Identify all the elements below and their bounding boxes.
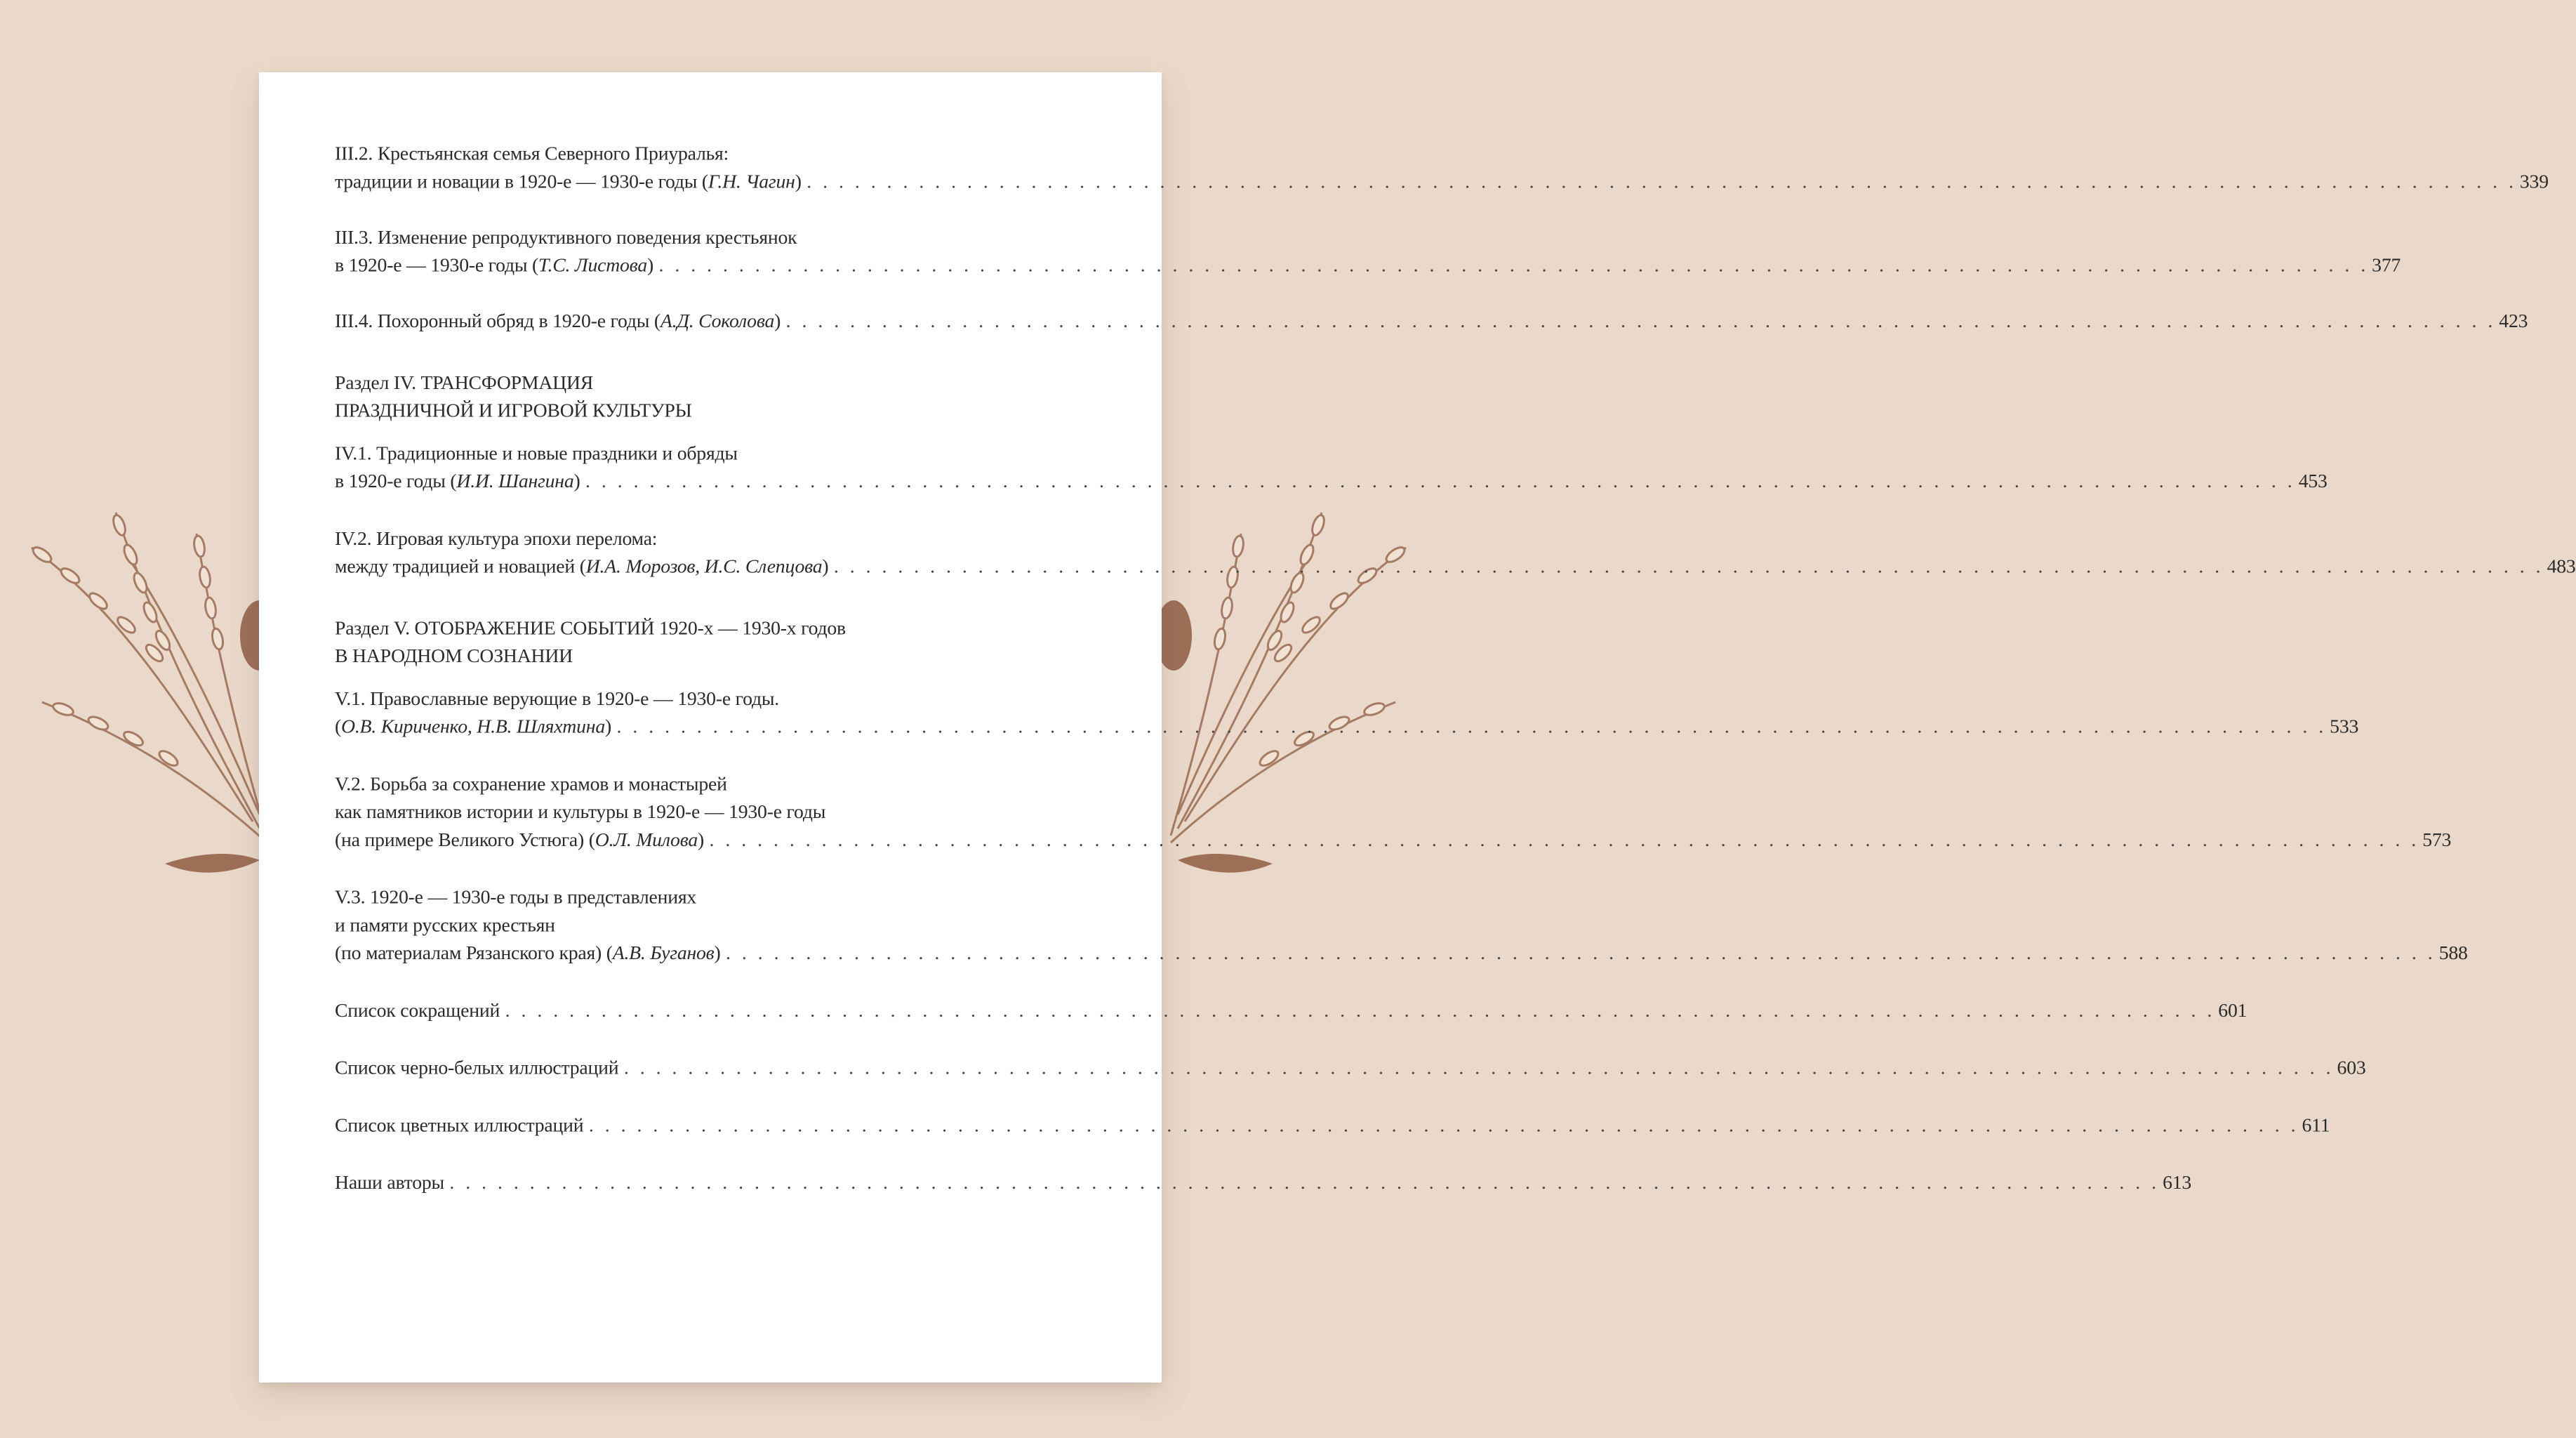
- dot-leader: . . . . . . . . . . . . . . . . . . . . . . . . . . . . . . . . . . . . . . . . . . . . . . . . . . . . . . . . . . . . . . . . . . . . . . . . . . . . . . . . . . . . . . . . . . . . . . . . . . . . . . . . . . .: [726, 942, 2436, 964]
- dot-leader: . . . . . . . . . . . . . . . . . . . . . . . . . . . . . . . . . . . . . . . . . . . . . . . . . . . . . . . . . . . . . . . . . . . . . . . . . . . . . . . . . . . . . . . . . . . . . . . . . . . . . . . . . . .: [806, 171, 2517, 192]
- section-title-line: ПРАЗДНИЧНОЙ И ИГРОВОЙ КУЛЬТУРЫ: [335, 400, 692, 422]
- toc-entry-iv-2: IV.2. Игровая культура эпохи перелома: между традицией и новацией (И.А. Морозов, И.С. Слепцова) . . . . . . . . . . . . . . . . . . . . . . . . . . . . . . . . . . . . . . . . . . . . . . . . . . . . . . . . . . . . . . . . . . . . . . . . . . . . . . . . . . . . . . . . . . . . . . . . . . . . . . . . . . . 483: [335, 525, 1110, 581]
- section-title-line: В НАРОДНОМ СОЗНАНИИ: [335, 645, 573, 667]
- page-number: 339: [2519, 171, 2549, 192]
- entry-title-line: Список сокращений: [335, 999, 500, 1022]
- entry-author: Т.С. Листова: [538, 254, 647, 277]
- entry-author: О.Л. Милова: [595, 829, 698, 851]
- entry-title-line: V.2. Борьба за сохранение храмов и монастырей: [335, 773, 727, 795]
- entry-title-line: III.3. Изменение репродуктивного поведения крестьянок: [335, 226, 797, 249]
- dot-leader: . . . . . . . . . . . . . . . . . . . . . . . . . . . . . . . . . . . . . . . . . . . . . . . . . . . . . . . . . . . . . . . . . . . . . . . . . . . . . . . . . . . . . . . . . . . . . . . . . . . . . . . . . . .: [658, 254, 2369, 277]
- entry-title-line: (по материалам Рязанского края) (: [335, 942, 613, 964]
- toc-entry-v-1: V.1. Православные верующие в 1920-е — 1930-е годы. (О.В. Кириченко, Н.В. Шляхтина) . . . . . . . . . . . . . . . . . . . . . . . . . . . . . . . . . . . . . . . . . . . . . . . . . . . . . . . . . . . . . . . . . . . . . . . . . . . . . . . . . . . . . . . . . . . . . . . . . . . . . . . . . . . 533: [335, 685, 1110, 741]
- entry-title-line: между традицией и новацией (: [335, 555, 586, 578]
- dot-leader: . . . . . . . . . . . . . . . . . . . . . . . . . . . . . . . . . . . . . . . . . . . . . . . . . . . . . . . . . . . . . . . . . . . . . . . . . . . . . . . . . . . . . . . . . . . . . . . . . . . . . . . . . . .: [709, 829, 2419, 851]
- dot-leader: . . . . . . . . . . . . . . . . . . . . . . . . . . . . . . . . . . . . . . . . . . . . . . . . . . . . . . . . . . . . . . . . . . . . . . . . . . . . . . . . . . . . . . . . . . . . . . . . . . . . . . . . . . .: [505, 999, 2215, 1022]
- entry-title-line: в 1920-е — 1930-е годы (: [335, 254, 539, 277]
- entry-title-line: Список черно-белых иллюстраций: [335, 1057, 619, 1079]
- entry-author: О.В. Кириченко, Н.В. Шляхтина: [341, 715, 605, 738]
- entry-title-line: (на примере Великого Устюга) (: [335, 829, 595, 851]
- page-number: 588: [2438, 942, 2468, 964]
- entry-title-line: IV.1. Традиционные и новые праздники и обряды: [335, 442, 738, 464]
- entry-author: А.Д. Соколова: [660, 310, 775, 332]
- page-number: 601: [2218, 999, 2248, 1022]
- toc-entry-iv-1: IV.1. Традиционные и новые праздники и обряды в 1920-е годы (И.И. Шангина) . . . . . . . . . . . . . . . . . . . . . . . . . . . . . . . . . . . . . . . . . . . . . . . . . . . . . . . . . . . . . . . . . . . . . . . . . . . . . . . . . . . . . . . . . . . . . . . . . . . . . . . . . . . 453: [335, 440, 1110, 496]
- toc-entry-iii-2: III.2. Крестьянская семья Северного Приуралья: традиции и новации в 1920-е — 1930-е годы (Г.Н. Чагин) . . . . . . . . . . . . . . . . . . . . . . . . . . . . . . . . . . . . . . . . . . . . . . . . . . . . . . . . . . . . . . . . . . . . . . . . . . . . . . . . . . . . . . . . . . . . . . . . . . . . . . . . . . . 339: [335, 140, 1110, 196]
- section-title-line: Раздел V. ОТОБРАЖЕНИЕ СОБЫТИЙ 1920-х — 1930-х годов: [335, 617, 846, 639]
- toc-entry-abbreviations: [335, 996, 2248, 1024]
- entry-author: И.А. Морозов, И.С. Слепцова: [585, 555, 823, 578]
- entry-title-line: Список цветных иллюстраций: [335, 1114, 584, 1136]
- toc-entry-iii-3: III.3. Изменение репродуктивного поведения крестьянок в 1920-е — 1930-е годы (Т.С. Листова) . . . . . . . . . . . . . . . . . . . . . . . . . . . . . . . . . . . . . . . . . . . . . . . . . . . . . . . . . . . . . . . . . . . . . . . . . . . . . . . . . . . . . . . . . . . . . . . . . . . . . . . . . . . 377: [335, 223, 1110, 279]
- entry-title-line: V.3. 1920-е — 1930-е годы в представлениях: [335, 886, 697, 909]
- page-number: 377: [2372, 254, 2401, 277]
- page-number: 453: [2298, 470, 2328, 492]
- dot-leader: . . . . . . . . . . . . . . . . . . . . . . . . . . . . . . . . . . . . . . . . . . . . . . . . . . . . . . . . . . . . . . . . . . . . . . . . . . . . . . . . . . . . . . . . . . . . . . . . . . . . . . . . . . .: [833, 555, 2544, 578]
- left-leaf: [165, 854, 260, 873]
- page-number: 423: [2499, 310, 2528, 332]
- toc-entry-color-illustrations: [335, 1112, 2330, 1140]
- dot-leader: . . . . . . . . . . . . . . . . . . . . . . . . . . . . . . . . . . . . . . . . . . . . . . . . . . . . . . . . . . . . . . . . . . . . . . . . . . . . . . . . . . . . . . . . . . . . . . . . . . . . . . . . . . .: [585, 470, 2296, 492]
- entry-title-line: и памяти русских крестьян: [335, 914, 555, 936]
- toc-entry-iii-4: III.4. Похоронный обряд в 1920-е годы (А.Д. Соколова) . . . . . . . . . . . . . . . . . . . . . . . . . . . . . . . . . . . . . . . . . . . . . . . . . . . . . . . . . . . . . . . . . . . . . . . . . . . . . . . . . . . . . . . . . . . . . . . . . . . . . . . . . . . 423: [335, 308, 1110, 336]
- dot-leader: . . . . . . . . . . . . . . . . . . . . . . . . . . . . . . . . . . . . . . . . . . . . . . . . . . . . . . . . . . . . . . . . . . . . . . . . . . . . . . . . . . . . . . . . . . . . . . . . . . . . . . . . . . .: [588, 1114, 2299, 1136]
- entry-author: А.В. Буганов: [612, 942, 715, 964]
- entry-title-line: IV.2. Игровая культура эпохи перелома:: [335, 527, 658, 550]
- dot-leader: . . . . . . . . . . . . . . . . . . . . . . . . . . . . . . . . . . . . . . . . . . . . . . . . . . . . . . . . . . . . . . . . . . . . . . . . . . . . . . . . . . . . . . . . . . . . . . . . . . . . . . . . . . .: [449, 1172, 2160, 1194]
- right-leaf: [1178, 854, 1273, 873]
- page-number: 603: [2337, 1057, 2366, 1079]
- dot-leader: . . . . . . . . . . . . . . . . . . . . . . . . . . . . . . . . . . . . . . . . . . . . . . . . . . . . . . . . . . . . . . . . . . . . . . . . . . . . . . . . . . . . . . . . . . . . . . . . . . . . . . . . . . .: [623, 1057, 2335, 1079]
- page-number: 613: [2163, 1172, 2192, 1194]
- toc-entry-v-2: V.2. Борьба за сохранение храмов и монастырей как памятников истории и культуры в 1920-е — 1930-е годы (на примере Великого Устюга) (О.Л. Милова) . . . . . . . . . . . . . . . . . . . . . . . . . . . . . . . . . . . . . . . . . . . . . . . . . . . . . . . . . . . . . . . . . . . . . . . . . . . . . . . . . . . . . . . . . . . . . . . . . . . . . . . . . . . 573: [335, 770, 1110, 854]
- entry-title-line: в 1920-е годы (: [335, 470, 457, 492]
- dot-leader: . . . . . . . . . . . . . . . . . . . . . . . . . . . . . . . . . . . . . . . . . . . . . . . . . . . . . . . . . . . . . . . . . . . . . . . . . . . . . . . . . . . . . . . . . . . . . . . . . . . . . . . . . . .: [616, 715, 2327, 738]
- entry-title-line: III.2. Крестьянская семья Северного Приуралья:: [335, 143, 729, 165]
- entry-author: И.И. Шангина: [456, 470, 574, 492]
- page-number: 611: [2302, 1114, 2330, 1136]
- entry-title-line: III.4. Похоронный обряд в 1920-е годы (: [335, 310, 660, 332]
- section-heading-iv: [335, 369, 1110, 425]
- section-title-line: Раздел IV. ТРАНСФОРМАЦИЯ: [335, 371, 594, 394]
- entry-title-line: (: [335, 715, 342, 738]
- book-page: [259, 72, 2576, 1383]
- left-willow-branch: [32, 513, 267, 843]
- entry-title-line: Наши авторы: [335, 1172, 444, 1194]
- toc-entry-authors: [335, 1169, 2192, 1197]
- entry-author: Г.Н. Чагин: [708, 171, 795, 192]
- entry-title-line: как памятников истории и культуры в 1920-е — 1930-е годы: [335, 801, 826, 823]
- page-number: 533: [2330, 715, 2359, 738]
- dot-leader: . . . . . . . . . . . . . . . . . . . . . . . . . . . . . . . . . . . . . . . . . . . . . . . . . . . . . . . . . . . . . . . . . . . . . . . . . . . . . . . . . . . . . . . . . . . . . . . . . . . . . . . . . . .: [785, 310, 2496, 332]
- table-of-contents: [335, 140, 2576, 1196]
- entry-title-line: традиции и новации в 1920-е — 1930-е годы (: [335, 171, 708, 192]
- section-heading-v: [335, 614, 1110, 671]
- page-number: 483: [2547, 555, 2576, 578]
- toc-entry-v-3: V.3. 1920-е — 1930-е годы в представлениях и памяти русских крестьян (по материалам Рязанского края) (А.В. Буганов) . . . . . . . . . . . . . . . . . . . . . . . . . . . . . . . . . . . . . . . . . . . . . . . . . . . . . . . . . . . . . . . . . . . . . . . . . . . . . . . . . . . . . . . . . . . . . . . . . . . . . . . . . . . 588: [335, 883, 1110, 967]
- toc-entry-bw-illustrations: [335, 1054, 2366, 1082]
- entry-title-line: V.1. Православные верующие в 1920-е — 1930-е годы.: [335, 687, 779, 710]
- page-number: 573: [2422, 829, 2452, 851]
